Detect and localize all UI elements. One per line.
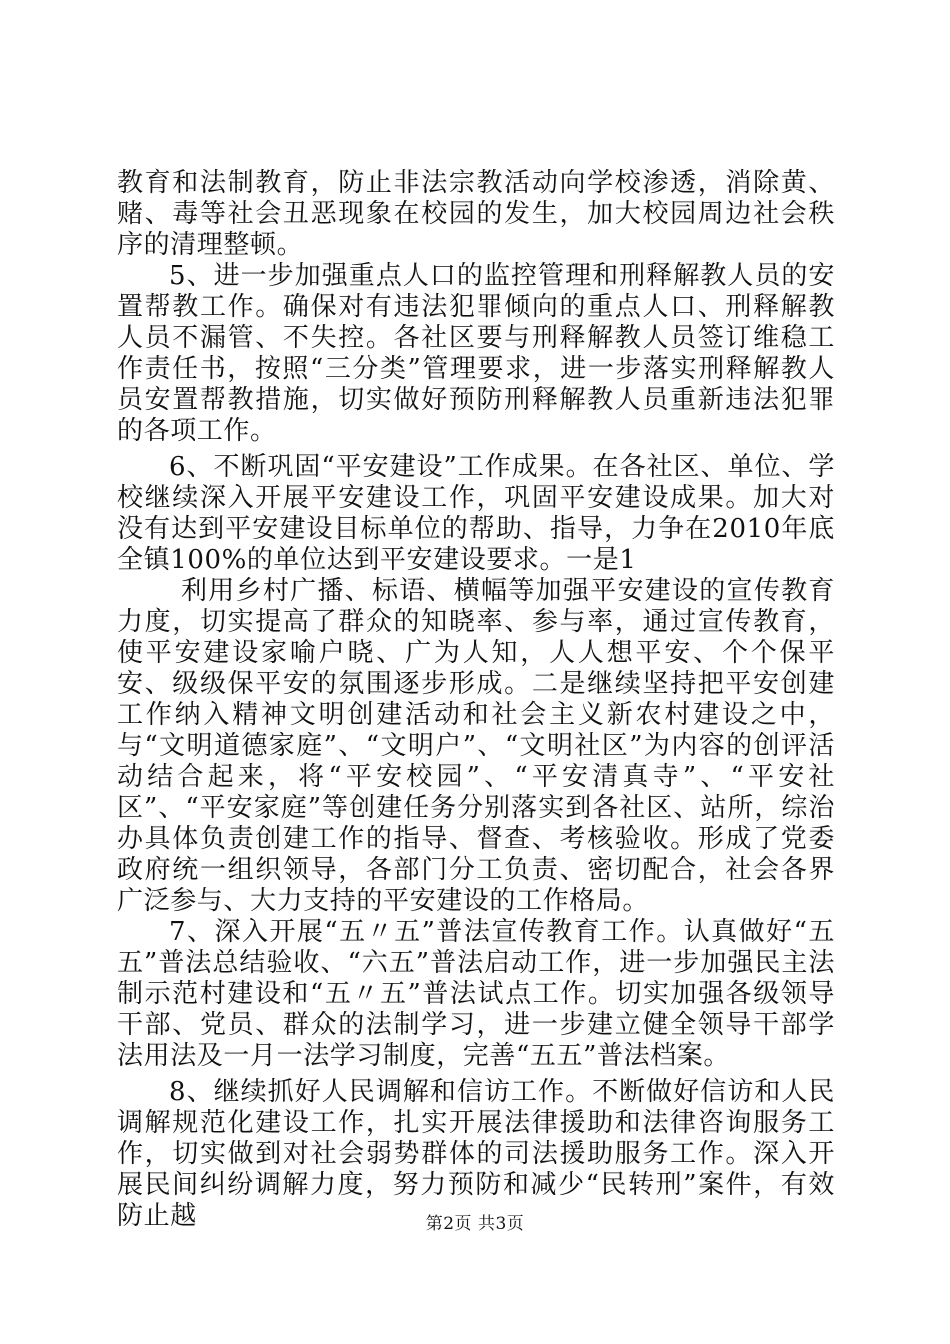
page-number-footer: 第2页 共3页 [425, 1214, 525, 1234]
paragraph-item-7: 7、深入开展“五〃五”普法宣传教育工作。认真做好“五五”普法总结验收、“六五”普法启动工作，进一步加强民主法制示范村建设和“五〃五”普法试点工作。切实加强各级领导干部、党员、群众的法制学习，进一步建立健全领导干部学法用法及一月一法学习制度，完善“五五”普法档案。 [117, 917, 835, 1071]
paragraph-item-5: 5、进一步加强重点人口的监控管理和刑释解教人员的安置帮教工作。确保对有违法犯罪倾向的重点人口、刑释解教人员不漏管、不失控。各社区要与刑释解教人员签订维稳工作责任书，按照“三分类”管理要求，进一步落实刑释解教人员安置帮教措施，切实做好预防刑释解教人员重新违法犯罪的各项工作。 [117, 261, 835, 446]
paragraph-item-6: 6、不断巩固“平安建设”工作成果。在各社区、单位、学校继续深入开展平安建设工作，巩固平安建设成果。加大对没有达到平安建设目标单位的帮助、指导，力争在2010年底全镇100%的单位达到平安建设要求。一是1 [117, 452, 835, 575]
paragraph-item-8: 8、继续抓好人民调解和信访工作。不断做好信访和人民调解规范化建设工作，扎实开展法律援助和法律咨询服务工作，切实做到对社会弱势群体的司法援助服务工作。深入开展民间纠纷调解力度，努力预防和减少“民转刑”案件，有效防止越 [117, 1077, 835, 1231]
paragraph-safety-building: 利用乡村广播、标语、横幅等加强平安建设的宣传教育力度，切实提高了群众的知晓率、参与率，通过宣传教育，使平安建设家喻户晓、广为人知，人人想平安、个个保平安、级级保平安的氛围逐步形成。二是继续坚持把平安创建工作纳入精神文明创建活动和社会主义新农村建设之中，与“文明道德家庭”、“文明户”、“文明社区”为内容的创评活动结合起来，将“平安校园”、“平安清真寺”、“平安社区”、“平安家庭”等创建任务分别落实到各社区、站所，综治办具体负责创建工作的指导、督查、考核验收。形成了党委政府统一组织领导，各部门分工负责、密切配合，社会各界广泛参与、大力支持的平安建设的工作格局。 [117, 576, 835, 916]
paragraph-continued: 教育和法制教育，防止非法宗教活动向学校渗透，消除黄、赌、毒等社会丑恶现象在校园的发生，加大校园周边社会秩序的清理整顿。 [117, 168, 835, 260]
document-body [117, 168, 835, 1232]
